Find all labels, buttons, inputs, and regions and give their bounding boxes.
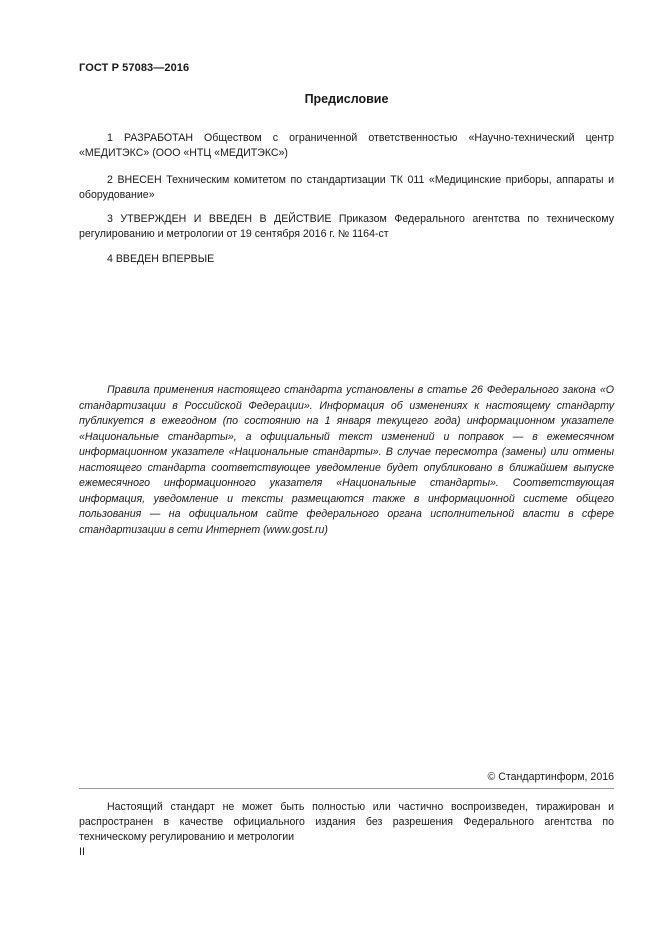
page-title: Предисловие [304, 92, 389, 106]
foreword-item-4: 4 ВВЕДЕН ВПЕРВЫЕ [107, 253, 215, 265]
foreword-item-1: 1 РАЗРАБОТАН Обществом с ограниченной ответственностью «Научно-технический центр «МЕДИТЭКС» (ООО «НТЦ «МЕДИТЭКС») [79, 132, 614, 159]
foreword-item-3: 3 УТВЕРЖДЕН И ВВЕДЕН В ДЕЙСТВИЕ Приказом Федерального агентства по техническому регулированию и метрологии от 19 сентября 2016 г. № 1164-ст [79, 213, 614, 240]
standard-code: ГОСТ Р 57083—2016 [79, 62, 190, 74]
foreword-item-2: 2 ВНЕСЕН Техническим комитетом по стандартизации ТК 011 «Медицинские приборы, аппараты и оборудование» [79, 174, 614, 201]
footer-divider [79, 788, 614, 789]
copyright: © Стандартинформ, 2016 [487, 771, 614, 783]
reproduction-notice: Настоящий стандарт не может быть полностью или частично воспроизведен, тиражирован и распространен в качестве официального издания без разрешения Федерального агентства по техническому регулированию и метрологии [79, 801, 614, 843]
page-number: II [79, 846, 85, 858]
application-rules-notice: Правила применения настоящего стандарта установлены в статье 26 Федерального закона «О стандартизации в Российской Федерации». Информация об изменениях к настоящему стандарту публикуется в ежегодном (по состоянию на 1 января текущего года) информационном указателе «Национальные стандарты», а официальный текст изменений и поправок — в ежемесячном информационном указателе «Национальные стандарты». В случае пересмотра (замены) или отмены настоящего стандарта соответствующее уведомление будет опубликовано в ближайшем выпуске ежемесячного информационного указателя «Национальные стандарты». Соответствующая информация, уведомление и тексты размещаются также в информационной системе общего пользования — на официальном сайте федерального органа исполнительной власти в сфере стандартизации в сети Интернет (www.gost.ru) [79, 384, 614, 536]
